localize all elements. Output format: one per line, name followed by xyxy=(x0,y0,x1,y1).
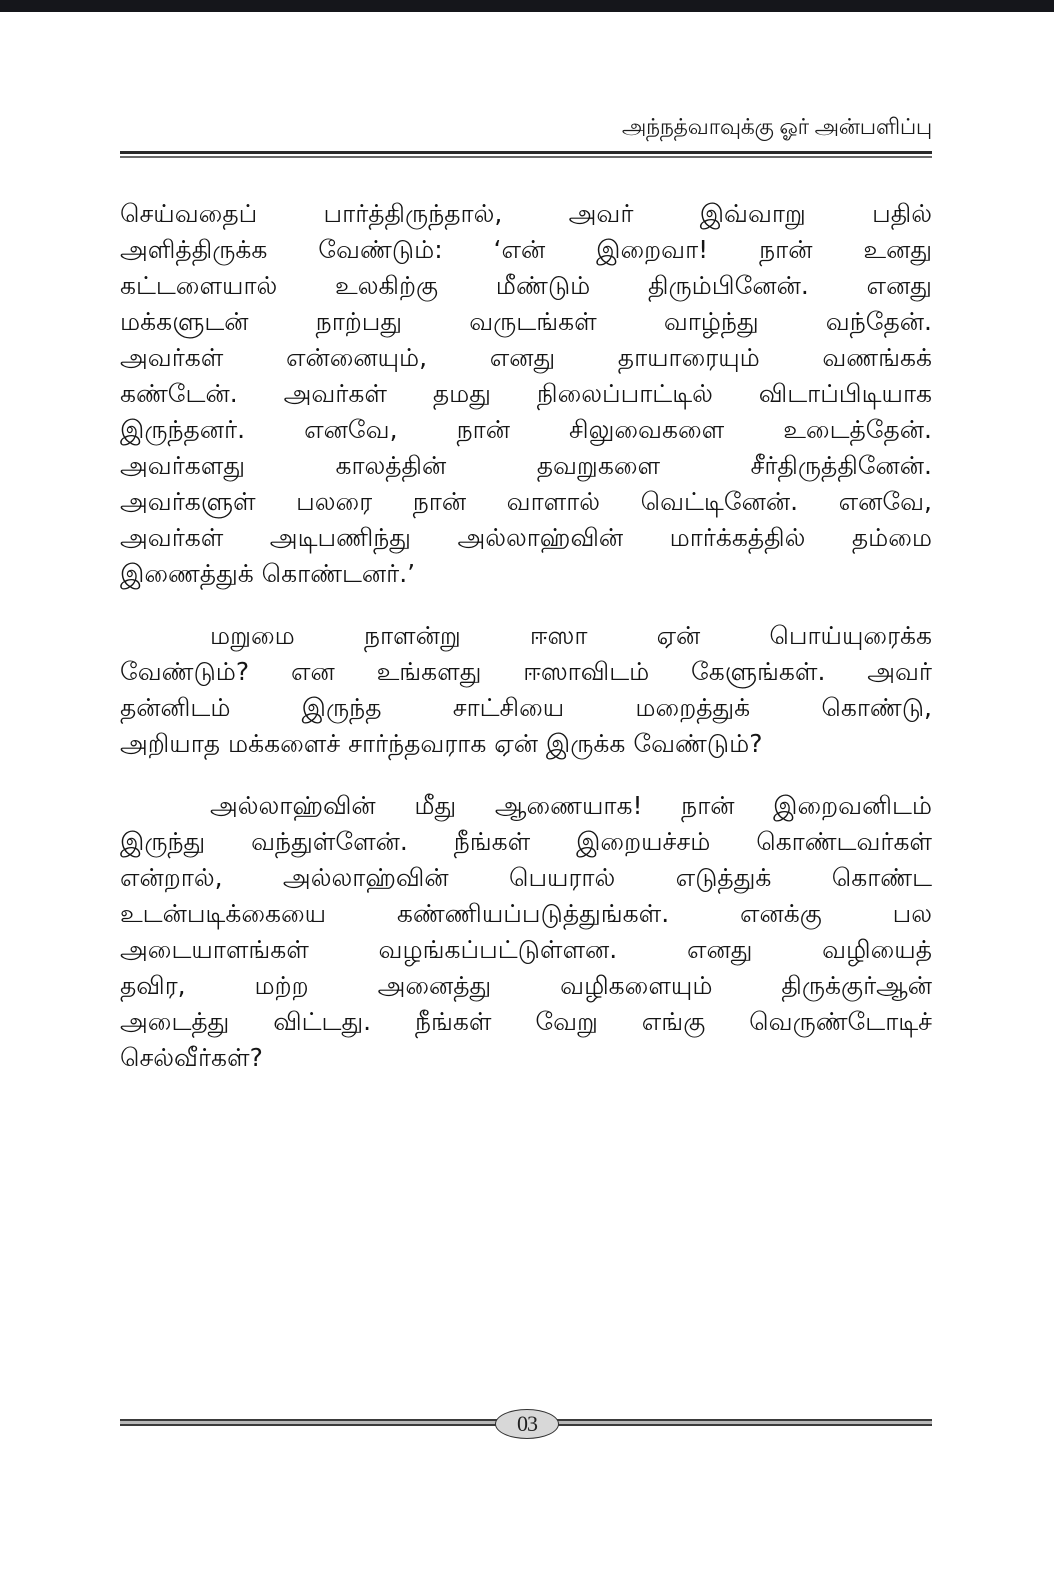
top-bar xyxy=(0,0,1054,12)
header-rule-thin-line xyxy=(120,156,932,158)
text-line: அல்லாஹ்வின் மீது ஆணையாக! நான் இறைவனிடம் xyxy=(210,791,932,820)
paragraph-spacer xyxy=(120,592,932,618)
running-header-title: அந்நத்வாவுக்கு ஓர் அன்பளிப்பு xyxy=(621,114,932,139)
text-line: மறுமை நாளன்று ஈஸா ஏன் பொய்யுரைக்க xyxy=(210,621,932,650)
text-line: அவர்கள் என்னையும், எனது தாயாரையும் வணங்கக் xyxy=(120,343,932,372)
text-line: அளித்திருக்க வேண்டும்: ‘என் இறைவா! நான் உனது xyxy=(120,235,932,264)
paragraph-spacer xyxy=(120,762,932,788)
text-line: அவர்கள் அடிபணிந்து அல்லாஹ்வின் மார்க்கத்தில் தம்மை xyxy=(120,523,932,552)
header-rule-thick-line xyxy=(120,151,932,154)
text-line: அவர்களுள் பலரை நான் வாளால் வெட்டினேன். எனவே, xyxy=(120,487,932,516)
text-line: தவிர, மற்ற அனைத்து வழிகளையும் திருக்குர்ஆன் xyxy=(120,971,932,1000)
text-line: தன்னிடம் இருந்த சாட்சியை மறைத்துக் கொண்டு, xyxy=(120,693,932,722)
header-rule xyxy=(120,151,932,159)
text-line: அடையாளங்கள் வழங்கப்பட்டுள்ளன. எனது வழியைத் xyxy=(120,935,932,964)
text-line: அடைத்து விட்டது. நீங்கள் வேறு எங்கு வெருண்டோடிச் xyxy=(120,1007,932,1036)
text-line: இணைத்துக் கொண்டனர்.’ xyxy=(120,559,416,588)
text-line: கண்டேன். அவர்கள் தமது நிலைப்பாட்டில் விடாப்பிடியாக xyxy=(120,379,932,408)
text-line: உடன்படிக்கையை கண்ணியப்படுத்துங்கள். எனக்கு பல xyxy=(120,899,932,928)
text-line: இருந்து வந்துள்ளேன். நீங்கள் இறையச்சம் கொண்டவர்கள் xyxy=(120,827,932,856)
text-line: என்றால், அல்லாஹ்வின் பெயரால் எடுத்துக் கொண்ட xyxy=(120,863,932,892)
paragraph-1 xyxy=(120,196,932,592)
body-text xyxy=(120,196,932,1076)
text-line: செல்வீர்கள்? xyxy=(120,1043,263,1072)
page-footer xyxy=(120,1408,932,1442)
text-line: அறியாத மக்களைச் சார்ந்தவராக ஏன் இருக்க வேண்டும்? xyxy=(120,729,763,758)
text-line: மக்களுடன் நாற்பது வருடங்கள் வாழ்ந்து வந்தேன். xyxy=(120,307,932,336)
text-line: இருந்தனர். எனவே, நான் சிலுவைகளை உடைத்தேன். xyxy=(120,415,932,444)
footer-rule-left xyxy=(120,1419,497,1426)
text-line: வேண்டும்? என உங்களது ஈஸாவிடம் கேளுங்கள். அவர் xyxy=(120,657,932,686)
page-number-badge: 03 xyxy=(495,1409,559,1439)
paragraph-3 xyxy=(120,788,932,1076)
text-line: கட்டளையால் உலகிற்கு மீண்டும் திரும்பினேன். எனது xyxy=(120,271,932,300)
paragraph-2 xyxy=(120,618,932,762)
footer-rule-right xyxy=(557,1419,932,1426)
text-line: செய்வதைப் பார்த்திருந்தால், அவர் இவ்வாறு பதில் xyxy=(120,199,932,228)
text-line: அவர்களது காலத்தின் தவறுகளை சீர்திருத்தினேன். xyxy=(120,451,932,480)
